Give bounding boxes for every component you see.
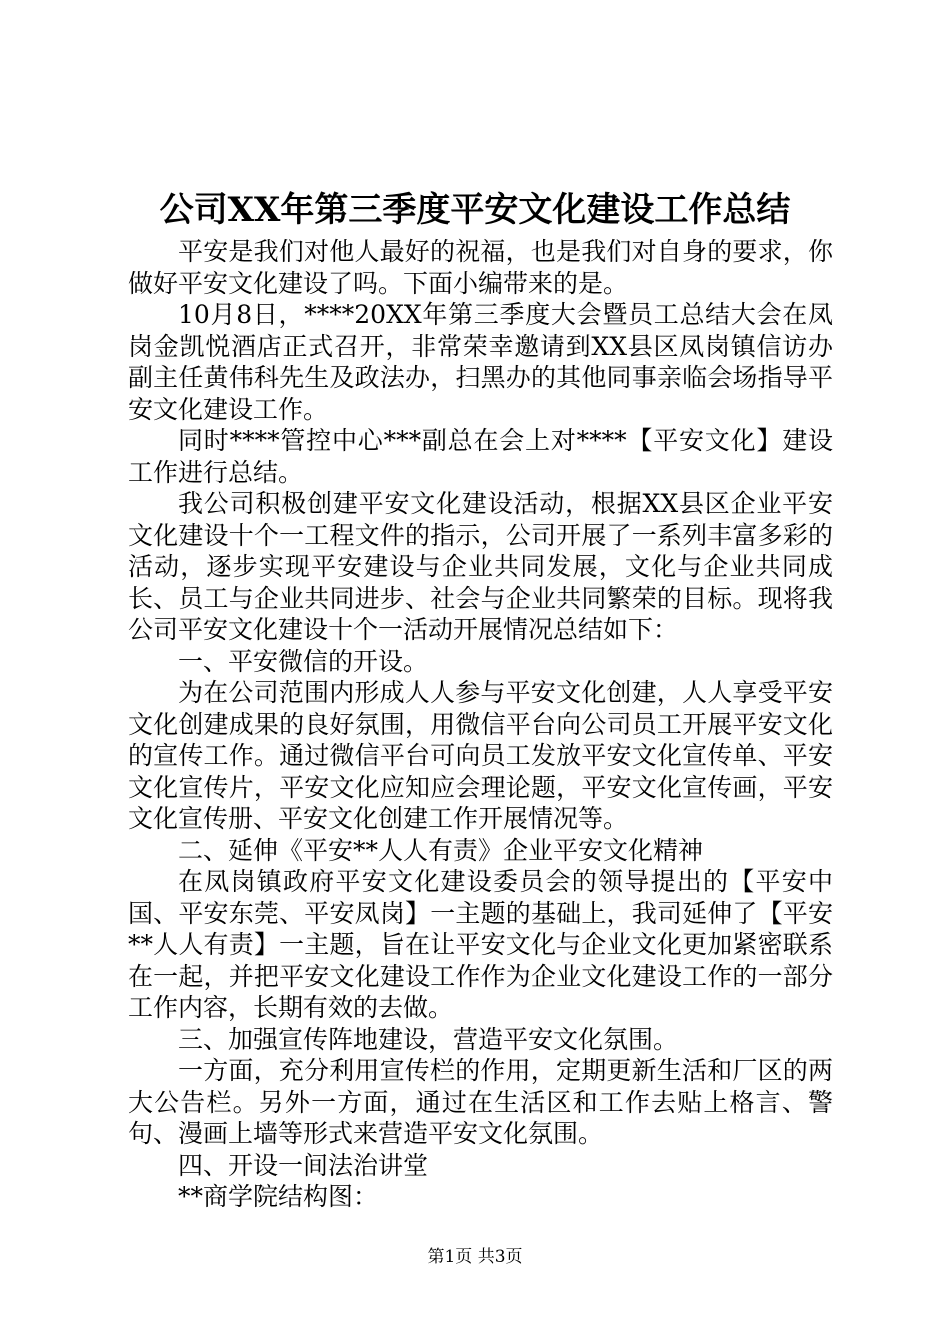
section-heading: 四、开设一间法治讲堂 [178, 1150, 429, 1180]
paragraph: 平安是我们对他人最好的祝福，也是我们对自身的要求，你做好平安文化建设了吗。下面小编带来的是。 [128, 237, 833, 298]
paragraph: 同时****管控中心***副总在会上对****【平安文化】建设工作进行总结。 [128, 426, 833, 487]
document-body [128, 236, 833, 1213]
section-heading: 三、加强宣传阵地建设，营造平安文化氛围。 [178, 1024, 679, 1054]
page-footer: 第1页 共3页 [427, 1247, 523, 1267]
section-heading: 二、延伸《平安**人人有责》企业平安文化精神 [178, 835, 704, 865]
paragraph: 为在公司范围内形成人人参与平安文化创建，人人享受平安文化创建成果的良好氛围，用微信平台向公司员工开展平安文化的宣传工作。通过微信平台可向员工发放平安文化宣传单、平安文化宣传片，平安文化应知应会理论题，平安文化宣传画，平安文化宣传册、平安文化创建工作开展情况等。 [128, 678, 833, 833]
paragraph: 10月8日，****20XX年第三季度大会暨员工总结大会在凤岗金凯悦酒店正式召开，非常荣幸邀请到XX县区凤岗镇信访办副主任黄伟科先生及政法办，扫黑办的其他同事亲临会场指导平安文化建设工作。 [128, 300, 833, 424]
paragraph: 在凤岗镇政府平安文化建设委员会的领导提出的【平安中国、平安东莞、平安凤岗】一主题的基础上，我司延伸了【平安**人人有责】一主题，旨在让平安文化与企业文化更加紧密联系在一起，并把平安文化建设工作作为企业文化建设工作的一部分工作内容，长期有效的去做。 [128, 867, 833, 1022]
section-heading: 一、平安微信的开设。 [178, 646, 429, 676]
paragraph: **商学院结构图： [178, 1182, 379, 1211]
paragraph: 我公司积极创建平安文化建设活动，根据XX县区企业平安文化建设十个一工程文件的指示，公司开展了一系列丰富多彩的活动，逐步实现平安建设与企业共同发展，文化与企业共同成长、员工与企业共同进步、社会与企业共同繁荣的目标。现将我公司平安文化建设十个一活动开展情况总结如下： [128, 489, 833, 644]
paragraph: 一方面，充分利用宣传栏的作用，定期更新生活和厂区的两大公告栏。另外一方面，通过在生活区和工作去贴上格言、警句、漫画上墙等形式来营造平安文化氛围。 [128, 1056, 833, 1148]
document-title: 公司XX年第三季度平安文化建设工作总结 [159, 190, 791, 230]
